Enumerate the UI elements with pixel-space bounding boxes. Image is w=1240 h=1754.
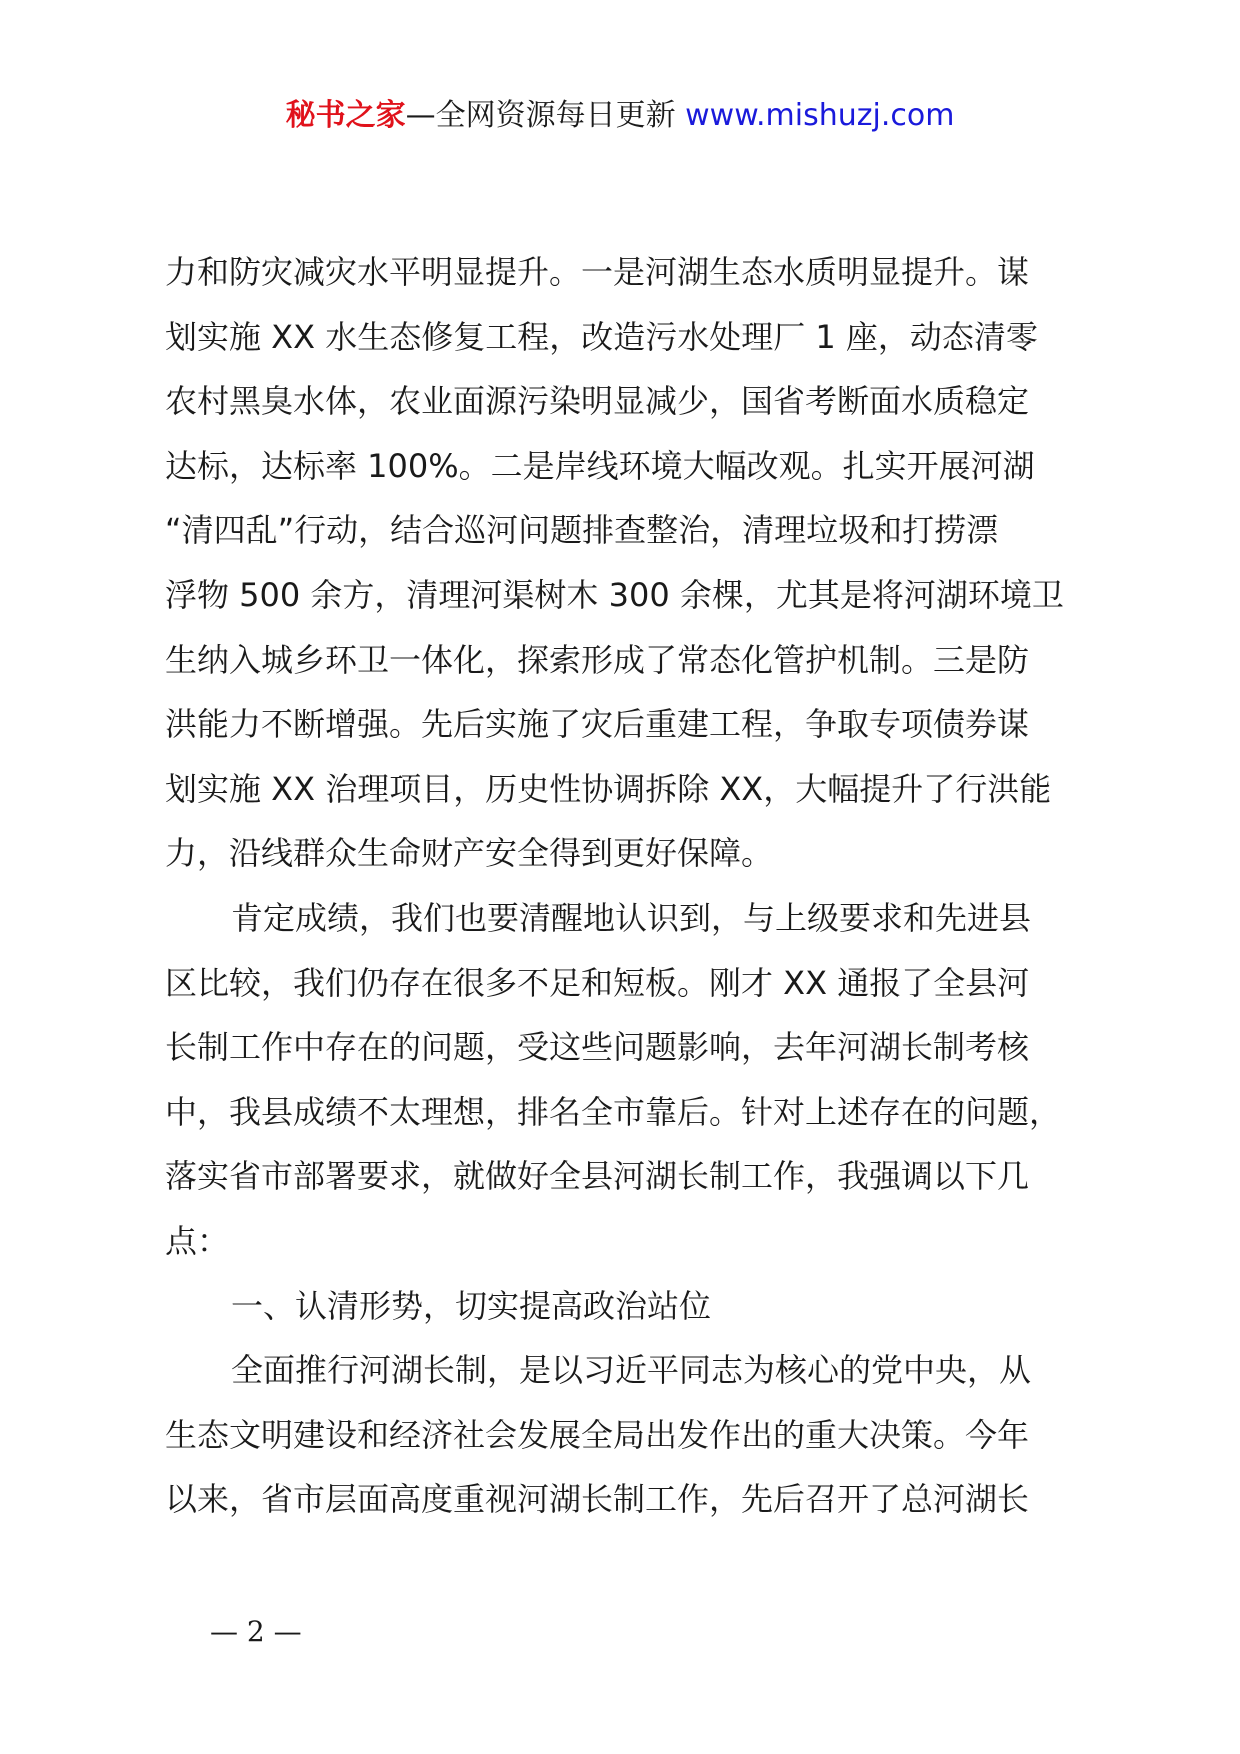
body-line: 划实施 XX 治理项目，历史性协调拆除 XX，大幅提升了行洪能	[165, 769, 1052, 808]
body-line: 浮物 500 余方，清理河渠树木 300 余棵，尤其是将河湖环境卫	[165, 575, 1064, 614]
body-line: 划实施 XX 水生态修复工程，改造污水处理厂 1 座，动态清零	[165, 317, 1038, 356]
site-header	[0, 96, 1240, 136]
page-number: — 2 —	[210, 1615, 302, 1648]
site-url-link[interactable]: www.mishuzj.com	[685, 98, 955, 133]
body-line: 落实省市部署要求，就做好全县河湖长制工作，我强调以下几	[165, 1157, 1030, 1196]
body-line: 力和防灾减灾水平明显提升。一是河湖生态水质明显提升。谋	[165, 253, 1030, 291]
body-line: 全面推行河湖长制，是以习近平同志为核心的党中央，从	[231, 1351, 1032, 1390]
body-line: 达标，达标率 100%。二是岸线环境大幅改观。扎实开展河湖	[165, 446, 1035, 485]
body-line: “清四乱”行动，结合巡河问题排查整治，清理垃圾和打捞漂	[165, 511, 999, 550]
body-line: 生态文明建设和经济社会发展全局出发作出的重大决策。今年	[165, 1415, 1030, 1454]
body-line: 点：	[165, 1221, 230, 1260]
body-line: 力，沿线群众生命财产安全得到更好保障。	[165, 834, 774, 873]
body-line: 洪能力不断增强。先后实施了灾后重建工程，争取专项债券谋	[165, 705, 1030, 744]
body-line: 中，我县成绩不太理想，排名全市靠后。针对上述存在的问题，	[165, 1092, 1062, 1131]
body-line: 长制工作中存在的问题，受这些问题影响，去年河湖长制考核	[165, 1028, 1030, 1067]
body-line: 肯定成绩，我们也要清醒地认识到，与上级要求和先进县	[231, 898, 1032, 937]
body-line: 以来，省市层面高度重视河湖长制工作，先后召开了总河湖长	[165, 1480, 1030, 1519]
body-line: 生纳入城乡环卫一体化，探索形成了常态化管护机制。三是防	[165, 640, 1030, 679]
header-slogan: —全网资源每日更新	[405, 98, 676, 133]
document-body	[165, 240, 1095, 1532]
brand-name: 秘书之家	[285, 98, 406, 133]
section-heading: 一、认清形势，切实提高政治站位	[231, 1286, 712, 1325]
body-line: 区比较，我们仍存在很多不足和短板。刚才 XX 通报了全县河	[165, 963, 1030, 1002]
body-line: 农村黑臭水体，农业面源污染明显减少，国省考断面水质稳定	[165, 382, 1030, 421]
